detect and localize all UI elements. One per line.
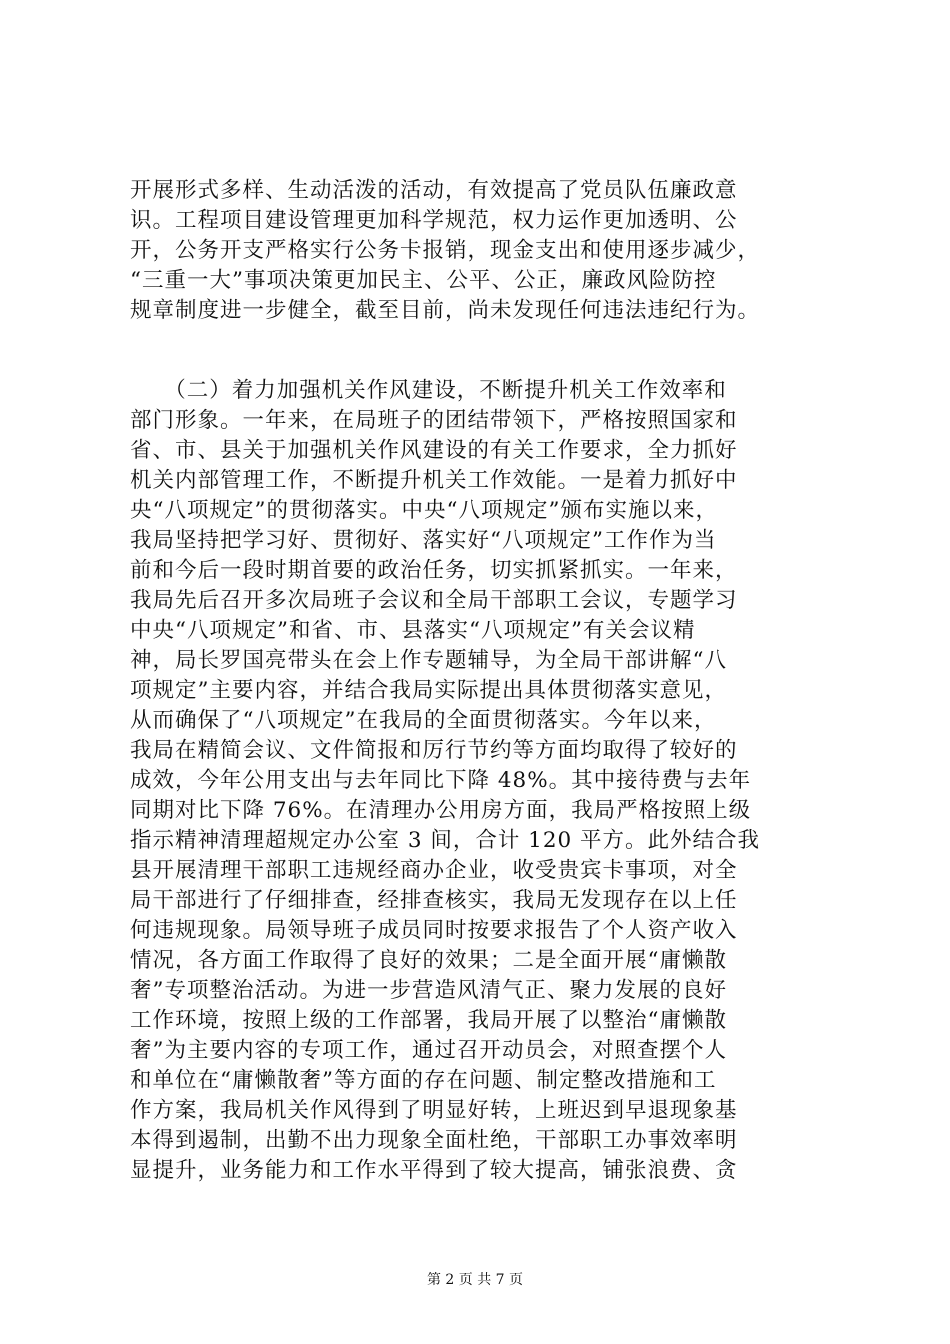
text-line: 机关内部管理工作，不断提升机关工作效能。一是着力抓好中 [130, 468, 738, 493]
text-line: 我局在精简会议、文件简报和厉行节约等方面均取得了较好的 [130, 738, 738, 763]
text-line: 开，公务开支严格实行公务卡报销，现金支出和使用逐步减少， [130, 238, 761, 263]
text-line: 指示精神清理超规定办公室 3 间，合计 120 平方。此外结合我 [130, 828, 761, 853]
text-line: 前和今后一段时期首要的政治任务，切实抓紧抓实。一年来， [130, 558, 738, 583]
text-line: 局干部进行了仔细排查，经排查核实，我局无发现存在以上任 [130, 888, 738, 913]
text-line: 同期对比下降 76%。在清理办公用房方面，我局严格按照上级 [130, 798, 752, 823]
text-line: 奢”专项整治活动。为进一步营造风清气正、聚力发展的良好 [130, 978, 727, 1003]
text-line: 省、市、县关于加强机关作风建设的有关工作要求，全力抓好 [130, 438, 738, 463]
text-line: 成效，今年公用支出与去年同比下降 48%。其中接待费与去年 [130, 768, 752, 793]
text-line: 工作环境，按照上级的工作部署，我局开展了以整治“庸懒散 [130, 1008, 727, 1033]
text-line: 项规定”主要内容，并结合我局实际提出具体贯彻落实意见， [130, 678, 727, 703]
paragraph-1 [130, 176, 830, 326]
text-line: 中央“八项规定”和省、市、县落实“八项规定”有关会议精 [130, 618, 696, 643]
text-line: 开展形式多样、生动活泼的活动，有效提高了党员队伍廉政意 [130, 178, 738, 203]
text-line: 央“八项规定”的贯彻落实。中央“八项规定”颁布实施以来， [130, 498, 718, 523]
text-line: 规章制度进一步健全，截至目前，尚未发现任何违法违纪行为。 [130, 298, 761, 323]
text-line: 作方案，我局机关作风得到了明显好转，上班迟到早退现象基 [130, 1098, 738, 1123]
text-line: 何违规现象。局领导班子成员同时按要求报告了个人资产收入 [130, 918, 738, 943]
text-line: 部门形象。一年来，在局班子的团结带领下，严格按照国家和 [130, 408, 738, 433]
text-line: 县开展清理干部职工违规经商办企业，收受贵宾卡事项，对全 [130, 858, 738, 883]
text-line: 识。工程项目建设管理更加科学规范，权力运作更加透明、公 [130, 208, 738, 233]
text-line: 和单位在“庸懒散奢”等方面的存在问题、制定整改措施和工 [130, 1068, 717, 1093]
text-line: “三重一大”事项决策更加民主、公平、公正，廉政风险防控 [130, 268, 717, 293]
paragraph-gap [130, 326, 830, 376]
paragraph-2 [130, 376, 830, 1186]
text-line: 奢”为主要内容的专项工作，通过召开动员会，对照查摆个人 [130, 1038, 727, 1063]
text-line: 从而确保了“八项规定”在我局的全面贯彻落实。今年以来， [130, 708, 717, 733]
document-body [130, 176, 830, 1186]
text-line: 情况，各方面工作取得了良好的效果；二是全面开展“庸懒散 [130, 948, 727, 973]
text-line: 我局先后召开多次局班子会议和全局干部职工会议，专题学习 [130, 588, 738, 613]
text-line: （二）着力加强机关作风建设，不断提升机关工作效率和 [130, 378, 727, 403]
text-line: 显提升，业务能力和工作水平得到了较大提高，铺张浪费、贪 [130, 1158, 738, 1183]
text-line: 本得到遏制，出勤不出力现象全面杜绝，干部职工办事效率明 [130, 1128, 738, 1153]
text-line: 神，局长罗国亮带头在会上作专题辅导，为全局干部讲解“八 [130, 648, 727, 673]
text-line: 我局坚持把学习好、贯彻好、落实好“八项规定”工作作为当 [130, 528, 717, 553]
page-footer: 第 2 页 共 7 页 [426, 1272, 524, 1288]
